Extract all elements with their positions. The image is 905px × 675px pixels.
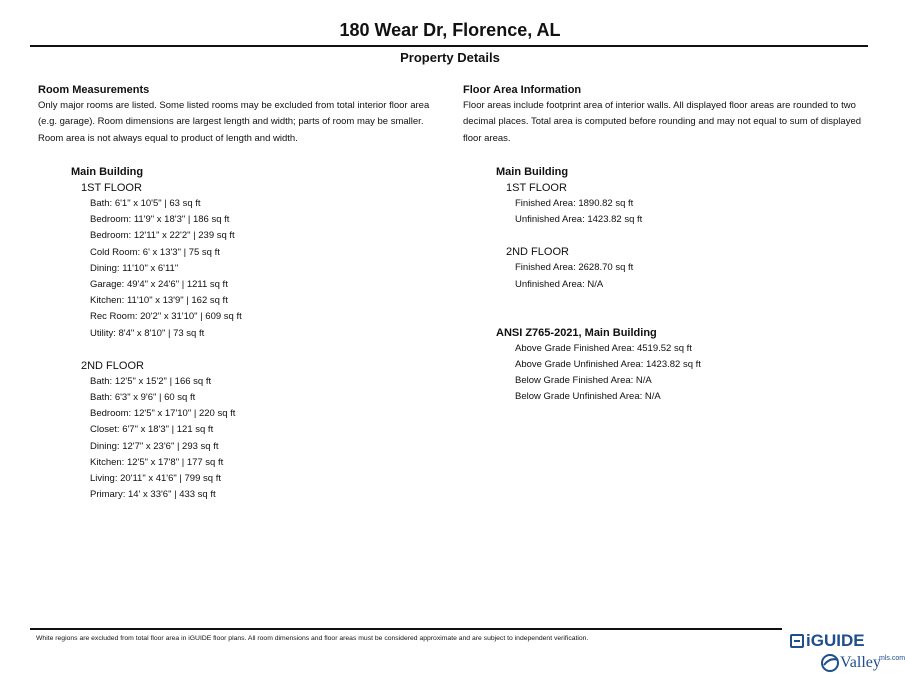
room-measurements-title: Room Measurements xyxy=(38,84,150,96)
valley-logo-suffix: mls.com xyxy=(879,655,905,662)
ansi-item: Below Grade Unfinished Area: N/A xyxy=(515,391,661,403)
iguide-logo xyxy=(790,631,865,651)
room-item: Garage: 49'4" x 24'6" | 1211 sq ft xyxy=(90,278,228,290)
valley-swoosh-icon xyxy=(820,652,842,672)
area-item: Unfinished Area: N/A xyxy=(515,278,604,290)
room-item: Kitchen: 11'10" x 13'9" | 162 sq ft xyxy=(90,295,228,307)
room-item: Dining: 12'7" x 23'6" | 293 sq ft xyxy=(90,440,219,452)
floor-area-section xyxy=(463,82,878,406)
ansi-item: Below Grade Finished Area: N/A xyxy=(515,375,652,387)
footer-divider xyxy=(30,628,782,630)
spacer xyxy=(463,293,878,309)
valley-mls-logo xyxy=(820,652,905,672)
footer-disclaimer: White regions are excluded from total floor area in iGUIDE floor plans. All room dimensions and floor areas must be considered approximate and are subject to independent verification. xyxy=(36,635,589,642)
description-line: decimal places. Total area is computed before rounding and may not equal to sum of displayed xyxy=(463,116,862,128)
description-line: Floor areas include footprint area of interior walls. All displayed floor areas are rounded to two xyxy=(463,100,856,111)
room-item: Living: 20'11" x 41'6" | 799 sq ft xyxy=(90,472,221,484)
valley-logo-text: Valley xyxy=(840,654,881,671)
room-item: Bath: 12'5" x 15'2" | 166 sq ft xyxy=(90,375,212,387)
page-title: 180 Wear Dr, Florence, AL xyxy=(339,20,561,40)
room-item: Bath: 6'1" x 10'5" | 63 sq ft xyxy=(90,197,201,209)
room-item: Utility: 8'4" x 8'10" | 73 sq ft xyxy=(90,327,205,339)
description-line: floor areas. xyxy=(463,132,511,144)
description-line: Room area is not always equal to product of length and width. xyxy=(38,132,298,144)
building-heading: Main Building xyxy=(71,165,144,178)
floor-area-description xyxy=(463,98,878,147)
room-item: Bedroom: 12'5" x 17'10" | 220 sq ft xyxy=(90,408,236,420)
header-divider xyxy=(30,45,868,47)
room-item: Bedroom: 12'11" x 22'2" | 239 sq ft xyxy=(90,230,235,242)
room-item: Bath: 6'3" x 9'6" | 60 sq ft xyxy=(90,391,196,403)
floor-heading-2nd: 2ND FLOOR xyxy=(81,359,144,372)
room-item: Kitchen: 12'5" x 17'8" | 177 sq ft xyxy=(90,456,224,468)
description-line: Only major rooms are listed. Some listed rooms may be excluded from total interior floor area xyxy=(38,100,430,111)
floor-heading-1st: 1ST FLOOR xyxy=(81,181,142,194)
iguide-mark-icon xyxy=(790,634,804,648)
spacer xyxy=(463,309,878,325)
floor-heading-1st: 1ST FLOOR xyxy=(506,181,567,194)
room-item: Dining: 11'10" x 6'11" xyxy=(90,262,179,274)
iguide-logo-text: iGUIDE xyxy=(806,631,865,650)
spacer xyxy=(38,342,438,358)
floor-heading-2nd: 2ND FLOOR xyxy=(506,246,569,259)
room-measurements-section xyxy=(38,82,438,503)
floor-area-title: Floor Area Information xyxy=(463,84,582,96)
area-item: Unfinished Area: 1423.82 sq ft xyxy=(515,214,643,226)
ansi-heading: ANSI Z765-2021, Main Building xyxy=(496,326,657,339)
ansi-item: Above Grade Unfinished Area: 1423.82 sq ft xyxy=(515,358,701,370)
area-item: Finished Area: 1890.82 sq ft xyxy=(515,197,634,209)
description-line: (e.g. garage). Room dimensions are largest length and width; parts of room may be smaller. xyxy=(38,116,424,128)
room-item: Rec Room: 20'2" x 31'10" | 609 sq ft xyxy=(90,311,242,323)
area-item: Finished Area: 2628.70 sq ft xyxy=(515,262,634,274)
room-measurements-description xyxy=(38,98,438,147)
page-subtitle: Property Details xyxy=(400,50,500,65)
building-heading: Main Building xyxy=(496,165,569,178)
room-item: Cold Room: 6' x 13'3" | 75 sq ft xyxy=(90,246,220,258)
room-item: Primary: 14' x 33'6" | 433 sq ft xyxy=(90,489,216,501)
ansi-item: Above Grade Finished Area: 4519.52 sq ft xyxy=(515,342,692,354)
room-item: Closet: 6'7" x 18'3" | 121 sq ft xyxy=(90,424,214,436)
spacer xyxy=(463,228,878,244)
room-item: Bedroom: 11'9" x 18'3" | 186 sq ft xyxy=(90,214,230,226)
